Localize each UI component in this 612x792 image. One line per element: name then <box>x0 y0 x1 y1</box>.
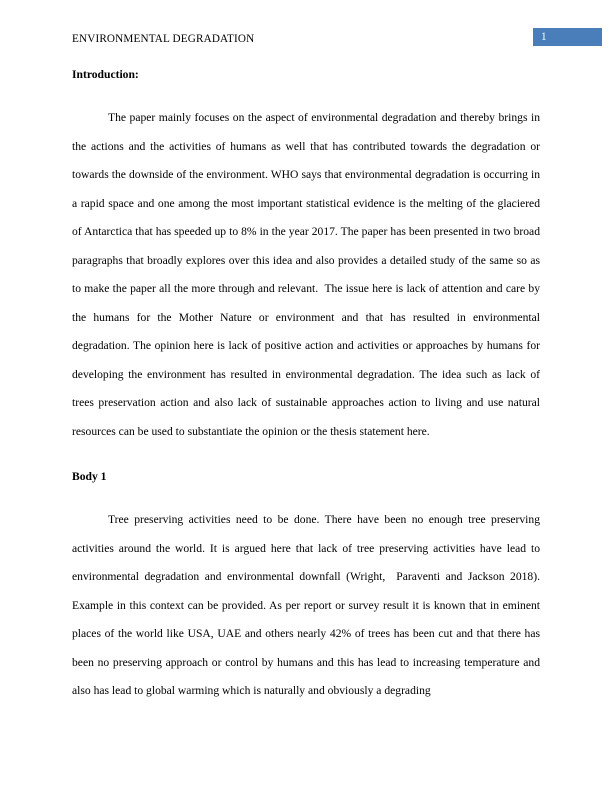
document-body <box>72 68 543 706</box>
page-number-badge <box>533 28 602 46</box>
paragraph-body-1: Tree preserving activities need to be done. There have been no enough tree preserving activities around the world. It is argued here that lack of tree preserving activities have lead to environmental degradation and environmental downfall (Wright, Paraventi and Jackson 2018). Example in this context can be provided. As per report or survey result it is known that in eminent places of the world like USA, UAE and others nearly 42% of trees has been cut and that there has been no preserving approach or control by humans and this has lead to increasing temperature and also has lead to global warming which is naturally and obviously a degrading <box>72 513 543 697</box>
section-heading-body-1: Body 1 <box>72 470 107 483</box>
section-heading-introduction: Introduction: <box>72 68 139 81</box>
spacer <box>72 446 540 470</box>
running-head: ENVIRONMENTAL DEGRADATION <box>72 33 255 45</box>
paragraph-introduction: The paper mainly focuses on the aspect of environmental degradation and thereby brings in the actions and the activities of humans as well that has contributed towards the degradation or towards the downside of the environment. WHO says that environmental degradation is occurring in a rapid space and one among the most important statistical evidence is the melting of the glaciered of Antarctica that has speeded up to 8% in the year 2017. The paper has been presented in two broad paragraphs that broadly explores over this idea and also provides a detailed study of the same so as to make the paper all the more through and relevant. The issue here is lack of attention and care by the humans for the Mother Nature or environment and that has resulted in environmental degradation. The opinion here is lack of positive action and activities or approaches by humans for developing the environment has resulted in environmental degradation. The idea such as lack of trees preservation action and also lack of sustainable approaches action to living and use natural resources can be used to substantiate the opinion or the thesis statement here. <box>72 111 543 438</box>
spacer <box>72 484 540 506</box>
page-number: 1 <box>541 31 547 43</box>
page-header <box>0 32 612 52</box>
spacer <box>72 82 540 104</box>
